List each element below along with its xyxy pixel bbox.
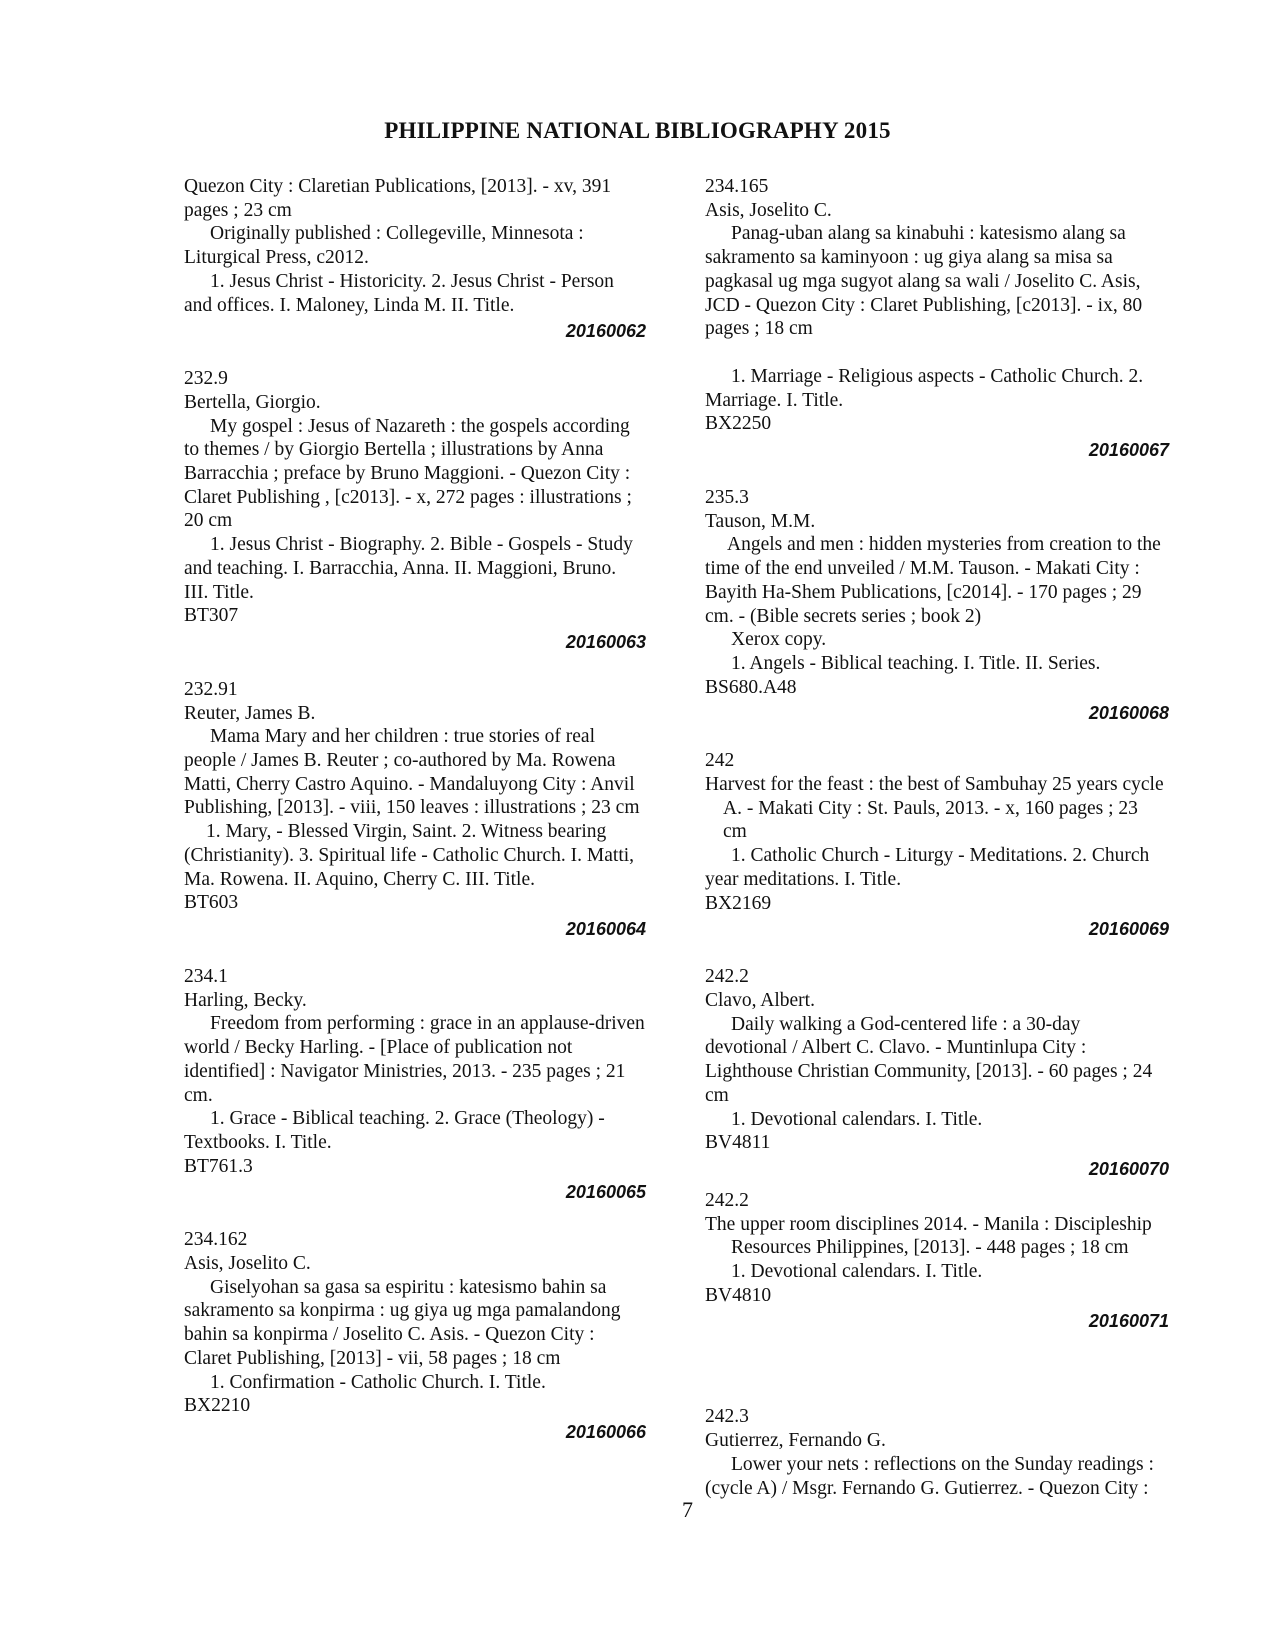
entry-line: Harvest for the feast : the best of Sambuhay 25 years cycle (705, 774, 1164, 796)
entry-line: and offices. I. Maloney, Linda M. II. Title. (184, 294, 515, 316)
call-number: BT761.3 (184, 1155, 253, 1177)
entry-line: people / James B. Reuter ; co-authored by Ma. Rowena (184, 750, 616, 772)
entry-line: III. Title. (184, 581, 254, 603)
entry-line: Marriage. I. Title. (705, 389, 844, 411)
entry-line: cm. (184, 1084, 213, 1106)
bib-entry (705, 175, 1195, 462)
entry-line: Mama Mary and her children : true stories of real (210, 726, 595, 748)
entry-line: Matti, Cherry Castro Aquino. - Mandaluyong City : Anvil (184, 773, 635, 795)
control-number: 20160063 (565, 631, 646, 652)
entry-author: Asis, Joselito C. (184, 1253, 311, 1275)
entry-author: Tauson, M.M. (705, 510, 816, 532)
entry-line: pagkasal ug mga sugyot alang sa wali / Joselito C. Asis, (705, 270, 1141, 292)
bib-entry (184, 678, 672, 941)
entry-line: pages ; 23 cm (184, 199, 292, 221)
entry-line: Claret Publishing , [c2013]. - x, 272 pages : illustrations ; (184, 486, 632, 508)
entry-line: The upper room disciplines 2014. - Manila : Discipleship (705, 1213, 1152, 1235)
entry-line: Originally published : Collegeville, Minnesota : (210, 223, 584, 245)
bib-entry (184, 1228, 672, 1444)
call-number: BV4811 (705, 1132, 771, 1154)
class-number: 242.3 (705, 1406, 749, 1428)
class-number: 234.162 (184, 1229, 248, 1251)
control-number: 20160062 (565, 321, 646, 342)
entry-line: devotional / Albert C. Clavo. - Muntinlupa City : (705, 1037, 1087, 1059)
class-number: 242 (705, 750, 735, 772)
entry-line: sakramento sa kaminyoon : ug giya alang sa misa sa (705, 247, 1113, 269)
control-number: 20160068 (1088, 703, 1169, 724)
call-number: BT307 (184, 605, 239, 627)
entry-line: (cycle A) / Msgr. Fernando G. Gutierrez. - Quezon City : (705, 1477, 1149, 1499)
entry-line: 1. Jesus Christ - Historicity. 2. Jesus Christ - Person (210, 270, 614, 292)
entry-line: 1. Angels - Biblical teaching. I. Title. II. Series. (731, 652, 1101, 674)
class-number: 234.1 (184, 965, 228, 987)
control-number: 20160065 (565, 1182, 646, 1203)
entry-line: Xerox copy. (731, 629, 827, 651)
entry-line: Panag-uban alang sa kinabuhi : katesismo alang sa (731, 223, 1126, 245)
entry-line: 1. Jesus Christ - Biography. 2. Bible - Gospels - Study (210, 534, 633, 556)
class-number: 232.91 (184, 678, 238, 700)
entry-line: cm (723, 821, 747, 843)
page-number: 7 (682, 1497, 693, 1522)
entry-line: cm (705, 1084, 729, 1106)
entry-line: A. - Makati City : St. Pauls, 2013. - x, 160 pages ; 23 (723, 797, 1138, 819)
left-column (184, 175, 672, 1444)
entry-line: Quezon City : Claretian Publications, [2013]. - xv, 391 (184, 176, 612, 197)
class-number: 234.165 (705, 176, 769, 197)
entry-line: world / Becky Harling. - [Place of publication not (184, 1037, 573, 1059)
control-number: 20160067 (1088, 440, 1169, 461)
right-column (705, 175, 1195, 1500)
entry-line: Textbooks. I. Title. (184, 1131, 332, 1153)
entry-line: Resources Philippines, [2013]. - 448 pages ; 18 cm (731, 1237, 1129, 1259)
entry-author: Harling, Becky. (184, 989, 307, 1011)
entry-line: to themes / by Giorgio Bertella ; illustrations by Anna (184, 439, 604, 461)
entry-line: Barracchia ; preface by Bruno Maggioni. - Quezon City : (184, 463, 631, 485)
entry-line: Publishing, [2013]. - viii, 150 leaves : illustrations ; 23 cm (184, 797, 640, 819)
entry-line: My gospel : Jesus of Nazareth : the gospels according (210, 415, 630, 437)
entry-line: identified] : Navigator Ministries, 2013. - 235 pages ; 21 (184, 1060, 626, 1082)
entry-line: (Christianity). 3. Spiritual life - Catholic Church. I. Matti, (184, 844, 635, 866)
class-number: 235.3 (705, 487, 749, 509)
entry-line: Lower your nets : reflections on the Sunday readings : (731, 1453, 1154, 1475)
entry-line: Lighthouse Christian Community, [2013]. - 60 pages ; 24 (705, 1061, 1153, 1083)
entry-author: Reuter, James B. (184, 702, 316, 724)
bib-entry (705, 1189, 1195, 1334)
entry-line: Angels and men : hidden mysteries from creation to the (727, 534, 1161, 556)
entry-author: Gutierrez, Fernando G. (705, 1430, 886, 1452)
class-number: 232.9 (184, 368, 228, 390)
entry-line: 1. Grace - Biblical teaching. 2. Grace (Theology) - (210, 1108, 605, 1130)
call-number: BS680.A48 (705, 676, 797, 698)
control-number: 20160066 (565, 1421, 646, 1442)
entry-line: year meditations. I. Title. (705, 868, 902, 890)
page-title: PHILIPPINE NATIONAL BIBLIOGRAPHY 2015 (384, 118, 891, 143)
entry-line: JCD - Quezon City : Claret Publishing, [c2013]. - ix, 80 (705, 294, 1143, 316)
entry-line: 1. Devotional calendars. I. Title. (731, 1261, 983, 1283)
bib-entry (184, 965, 672, 1204)
call-number: BX2250 (705, 413, 772, 435)
entry-line: 1. Catholic Church - Liturgy - Meditations. 2. Church (731, 845, 1150, 867)
call-number: BT603 (184, 892, 239, 914)
bib-entry (184, 175, 672, 343)
entry-line: Liturgical Press, c2012. (184, 247, 369, 269)
entry-line: Ma. Rowena. II. Aquino, Cherry C. III. Title. (184, 868, 535, 890)
entry-line: time of the end unveiled / M.M. Tauson. - Makati City : (705, 558, 1140, 580)
entry-line: 1. Mary, - Blessed Virgin, Saint. 2. Witness bearing (206, 821, 607, 843)
entry-line: and teaching. I. Barracchia, Anna. II. Maggioni, Bruno. (184, 557, 617, 579)
entry-line: Bayith Ha-Shem Publications, [c2014]. - 170 pages ; 29 (705, 581, 1142, 603)
entry-author: Clavo, Albert. (705, 989, 815, 1011)
call-number: BX2169 (705, 892, 772, 914)
entry-line: Freedom from performing : grace in an applause-driven (210, 1013, 645, 1035)
class-number: 242.2 (705, 1189, 749, 1211)
entry-author: Asis, Joselito C. (705, 199, 832, 221)
entry-line: Daily walking a God-centered life : a 30-day (731, 1013, 1081, 1035)
entry-line: pages ; 18 cm (705, 318, 813, 340)
entry-author: Bertella, Giorgio. (184, 391, 321, 413)
entry-line: cm. - (Bible secrets series ; book 2) (705, 605, 982, 627)
control-number: 20160070 (1088, 1158, 1169, 1179)
entry-line: 1. Devotional calendars. I. Title. (731, 1108, 983, 1130)
bib-entry (705, 749, 1195, 941)
bib-entry (705, 965, 1195, 1181)
call-number: BX2210 (184, 1395, 251, 1417)
call-number: BV4810 (705, 1284, 772, 1306)
entry-line: 1. Marriage - Religious aspects - Catholic Church. 2. (731, 365, 1144, 387)
bib-entry (184, 367, 672, 654)
entry-line: 1. Confirmation - Catholic Church. I. Title. (210, 1371, 546, 1393)
control-number: 20160071 (1088, 1311, 1169, 1332)
entry-line: sakramento sa konpirma : ug giya ug mga pamalandong (184, 1300, 621, 1322)
entry-line: Giselyohan sa gasa sa espiritu : katesismo bahin sa (210, 1276, 607, 1298)
entry-line: Claret Publishing, [2013] - vii, 58 pages ; 18 cm (184, 1347, 561, 1369)
control-number: 20160069 (1088, 919, 1169, 940)
class-number: 242.2 (705, 966, 749, 988)
entry-line: bahin sa konpirma / Joselito C. Asis. - Quezon City : (184, 1324, 595, 1346)
bib-entry (705, 486, 1195, 725)
bib-entry (705, 1405, 1195, 1500)
control-number: 20160064 (565, 918, 646, 939)
entry-line: 20 cm (184, 510, 233, 532)
